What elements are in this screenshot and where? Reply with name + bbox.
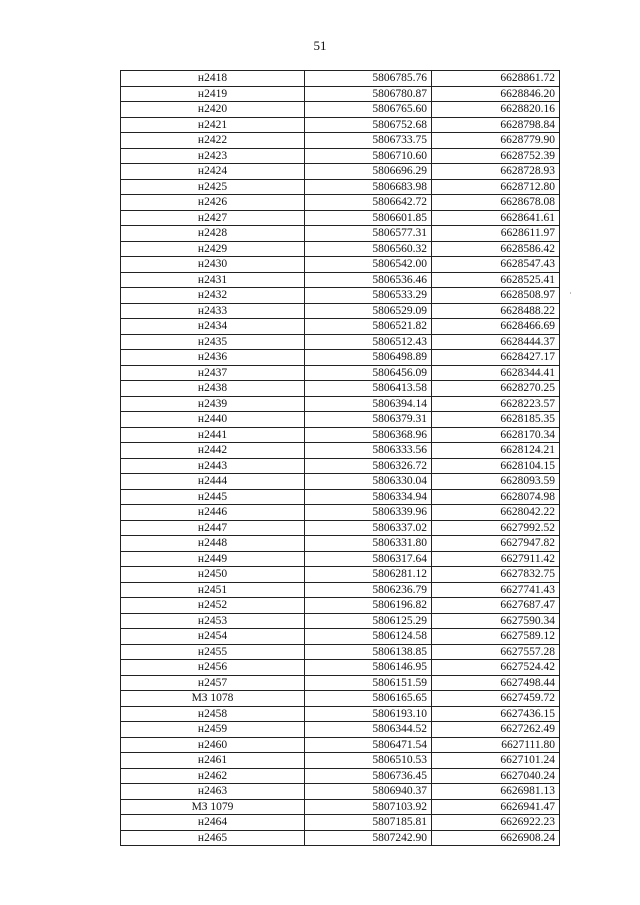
table-row: [121, 629, 560, 645]
y-coordinate-cell: 6628820.16: [432, 102, 560, 118]
point-id-cell: н2420: [121, 102, 305, 118]
table-row: [121, 365, 560, 381]
x-coordinate-cell: 5806330.04: [305, 474, 432, 490]
table-row: [121, 412, 560, 428]
y-coordinate-cell: 6628444.37: [432, 334, 560, 350]
y-coordinate-cell: 6628093.59: [432, 474, 560, 490]
table-row: [121, 474, 560, 490]
x-coordinate-cell: 5806413.58: [305, 381, 432, 397]
x-coordinate-cell: 5807185.81: [305, 815, 432, 831]
x-coordinate-cell: 5806521.82: [305, 319, 432, 335]
x-coordinate-cell: 5806510.53: [305, 753, 432, 769]
y-coordinate-cell: 6628547.43: [432, 257, 560, 273]
y-coordinate-cell: 6628586.42: [432, 241, 560, 257]
point-id-cell: н2465: [121, 830, 305, 846]
point-id-cell: н2451: [121, 582, 305, 598]
y-coordinate-cell: 6627589.12: [432, 629, 560, 645]
y-coordinate-cell: 6628641.61: [432, 210, 560, 226]
x-coordinate-cell: 5806577.31: [305, 226, 432, 242]
y-coordinate-cell: 6628728.93: [432, 164, 560, 180]
point-id-cell: н2464: [121, 815, 305, 831]
table-row: [121, 536, 560, 552]
x-coordinate-cell: 5806317.64: [305, 551, 432, 567]
point-id-cell: н2443: [121, 458, 305, 474]
table-row: [121, 319, 560, 335]
y-coordinate-cell: 6626922.23: [432, 815, 560, 831]
x-coordinate-cell: 5806533.29: [305, 288, 432, 304]
x-coordinate-cell: 5806281.12: [305, 567, 432, 583]
y-coordinate-cell: 6626908.24: [432, 830, 560, 846]
point-id-cell: н2454: [121, 629, 305, 645]
y-coordinate-cell: 6627947.82: [432, 536, 560, 552]
x-coordinate-cell: 5806560.32: [305, 241, 432, 257]
y-coordinate-cell: 6627911.42: [432, 551, 560, 567]
table-row: [121, 195, 560, 211]
table-row: [121, 334, 560, 350]
x-coordinate-cell: 5806151.59: [305, 675, 432, 691]
coordinates-table-container: [120, 70, 556, 846]
point-id-cell: н2448: [121, 536, 305, 552]
point-id-cell: н2447: [121, 520, 305, 536]
point-id-cell: н2430: [121, 257, 305, 273]
point-id-cell: н2419: [121, 86, 305, 102]
point-id-cell: н2421: [121, 117, 305, 133]
y-coordinate-cell: 6628508.97: [432, 288, 560, 304]
x-coordinate-cell: 5806940.37: [305, 784, 432, 800]
table-row: [121, 148, 560, 164]
table-row: [121, 644, 560, 660]
y-coordinate-cell: 6627262.49: [432, 722, 560, 738]
y-coordinate-cell: 6628678.08: [432, 195, 560, 211]
x-coordinate-cell: 5806331.80: [305, 536, 432, 552]
y-coordinate-cell: 6628611.97: [432, 226, 560, 242]
table-row: [121, 303, 560, 319]
y-coordinate-cell: 6628779.90: [432, 133, 560, 149]
x-coordinate-cell: 5806379.31: [305, 412, 432, 428]
table-row: [121, 396, 560, 412]
y-coordinate-cell: 6628798.84: [432, 117, 560, 133]
point-id-cell: н2433: [121, 303, 305, 319]
y-coordinate-cell: 6627832.75: [432, 567, 560, 583]
point-id-cell: н2449: [121, 551, 305, 567]
x-coordinate-cell: 5806736.45: [305, 768, 432, 784]
table-row: [121, 768, 560, 784]
y-coordinate-cell: 6627498.44: [432, 675, 560, 691]
x-coordinate-cell: 5806333.56: [305, 443, 432, 459]
x-coordinate-cell: 5806752.68: [305, 117, 432, 133]
y-coordinate-cell: 6628074.98: [432, 489, 560, 505]
point-id-cell: н2432: [121, 288, 305, 304]
table-row: [121, 288, 560, 304]
y-coordinate-cell: 6626981.13: [432, 784, 560, 800]
y-coordinate-cell: 6627436.15: [432, 706, 560, 722]
x-coordinate-cell: 5806536.46: [305, 272, 432, 288]
table-row: [121, 582, 560, 598]
point-id-cell: н2456: [121, 660, 305, 676]
table-row: [121, 164, 560, 180]
point-id-cell: н2438: [121, 381, 305, 397]
table-row: [121, 381, 560, 397]
point-id-cell: н2423: [121, 148, 305, 164]
table-row: [121, 102, 560, 118]
x-coordinate-cell: 5806125.29: [305, 613, 432, 629]
point-id-cell: МЗ 1078: [121, 691, 305, 707]
scan-mark: [570, 292, 571, 294]
x-coordinate-cell: 5806337.02: [305, 520, 432, 536]
table-row: [121, 784, 560, 800]
point-id-cell: н2460: [121, 737, 305, 753]
y-coordinate-cell: 6628344.41: [432, 365, 560, 381]
point-id-cell: н2426: [121, 195, 305, 211]
coordinates-table: [120, 70, 560, 846]
table-row: [121, 737, 560, 753]
x-coordinate-cell: 5806165.65: [305, 691, 432, 707]
x-coordinate-cell: 5806196.82: [305, 598, 432, 614]
point-id-cell: н2458: [121, 706, 305, 722]
table-row: [121, 598, 560, 614]
table-row: [121, 706, 560, 722]
x-coordinate-cell: 5806344.52: [305, 722, 432, 738]
y-coordinate-cell: 6628488.22: [432, 303, 560, 319]
y-coordinate-cell: 6628525.41: [432, 272, 560, 288]
y-coordinate-cell: 6628846.20: [432, 86, 560, 102]
x-coordinate-cell: 5806601.85: [305, 210, 432, 226]
table-row: [121, 691, 560, 707]
point-id-cell: н2453: [121, 613, 305, 629]
table-row: [121, 830, 560, 846]
point-id-cell: н2450: [121, 567, 305, 583]
y-coordinate-cell: 6627741.43: [432, 582, 560, 598]
table-row: [121, 86, 560, 102]
x-coordinate-cell: 5806394.14: [305, 396, 432, 412]
point-id-cell: н2422: [121, 133, 305, 149]
point-id-cell: н2445: [121, 489, 305, 505]
point-id-cell: н2461: [121, 753, 305, 769]
x-coordinate-cell: 5806529.09: [305, 303, 432, 319]
point-id-cell: н2428: [121, 226, 305, 242]
y-coordinate-cell: 6628712.80: [432, 179, 560, 195]
point-id-cell: н2444: [121, 474, 305, 490]
table-row: [121, 257, 560, 273]
table-row: [121, 458, 560, 474]
table-row: [121, 675, 560, 691]
y-coordinate-cell: 6627590.34: [432, 613, 560, 629]
y-coordinate-cell: 6628223.57: [432, 396, 560, 412]
table-row: [121, 443, 560, 459]
point-id-cell: н2435: [121, 334, 305, 350]
y-coordinate-cell: 6628861.72: [432, 71, 560, 87]
table-row: [121, 613, 560, 629]
table-row: [121, 272, 560, 288]
x-coordinate-cell: 5806710.60: [305, 148, 432, 164]
point-id-cell: МЗ 1079: [121, 799, 305, 815]
x-coordinate-cell: 5807242.90: [305, 830, 432, 846]
table-row: [121, 179, 560, 195]
point-id-cell: н2424: [121, 164, 305, 180]
x-coordinate-cell: 5807103.92: [305, 799, 432, 815]
y-coordinate-cell: 6627101.24: [432, 753, 560, 769]
point-id-cell: н2463: [121, 784, 305, 800]
y-coordinate-cell: 6628185.35: [432, 412, 560, 428]
x-coordinate-cell: 5806138.85: [305, 644, 432, 660]
point-id-cell: н2429: [121, 241, 305, 257]
x-coordinate-cell: 5806334.94: [305, 489, 432, 505]
table-row: [121, 753, 560, 769]
y-coordinate-cell: 6627687.47: [432, 598, 560, 614]
x-coordinate-cell: 5806326.72: [305, 458, 432, 474]
page-number: 51: [313, 38, 327, 53]
point-id-cell: н2459: [121, 722, 305, 738]
x-coordinate-cell: 5806683.98: [305, 179, 432, 195]
table-row: [121, 551, 560, 567]
x-coordinate-cell: 5806785.76: [305, 71, 432, 87]
table-row: [121, 660, 560, 676]
x-coordinate-cell: 5806542.00: [305, 257, 432, 273]
table-row: [121, 520, 560, 536]
table-row: [121, 567, 560, 583]
x-coordinate-cell: 5806696.29: [305, 164, 432, 180]
point-id-cell: н2436: [121, 350, 305, 366]
table-row: [121, 722, 560, 738]
y-coordinate-cell: 6628427.17: [432, 350, 560, 366]
x-coordinate-cell: 5806780.87: [305, 86, 432, 102]
point-id-cell: н2427: [121, 210, 305, 226]
y-coordinate-cell: 6628042.22: [432, 505, 560, 521]
point-id-cell: н2431: [121, 272, 305, 288]
point-id-cell: н2425: [121, 179, 305, 195]
y-coordinate-cell: 6627040.24: [432, 768, 560, 784]
point-id-cell: н2457: [121, 675, 305, 691]
y-coordinate-cell: 6626941.47: [432, 799, 560, 815]
table-row: [121, 71, 560, 87]
x-coordinate-cell: 5806456.09: [305, 365, 432, 381]
x-coordinate-cell: 5806236.79: [305, 582, 432, 598]
table-row: [121, 489, 560, 505]
x-coordinate-cell: 5806642.72: [305, 195, 432, 211]
table-row: [121, 815, 560, 831]
x-coordinate-cell: 5806124.58: [305, 629, 432, 645]
point-id-cell: н2439: [121, 396, 305, 412]
x-coordinate-cell: 5806339.96: [305, 505, 432, 521]
point-id-cell: н2442: [121, 443, 305, 459]
table-row: [121, 427, 560, 443]
table-row: [121, 241, 560, 257]
y-coordinate-cell: 6628170.34: [432, 427, 560, 443]
y-coordinate-cell: 6628124.21: [432, 443, 560, 459]
table-row: [121, 505, 560, 521]
table-row: [121, 133, 560, 149]
table-row: [121, 226, 560, 242]
point-id-cell: н2455: [121, 644, 305, 660]
x-coordinate-cell: 5806193.10: [305, 706, 432, 722]
y-coordinate-cell: 6628466.69: [432, 319, 560, 335]
point-id-cell: н2452: [121, 598, 305, 614]
x-coordinate-cell: 5806368.96: [305, 427, 432, 443]
point-id-cell: н2418: [121, 71, 305, 87]
x-coordinate-cell: 5806146.95: [305, 660, 432, 676]
table-row: [121, 799, 560, 815]
y-coordinate-cell: 6627992.52: [432, 520, 560, 536]
y-coordinate-cell: 6628752.39: [432, 148, 560, 164]
x-coordinate-cell: 5806471.54: [305, 737, 432, 753]
table-row: [121, 117, 560, 133]
point-id-cell: н2434: [121, 319, 305, 335]
x-coordinate-cell: 5806498.89: [305, 350, 432, 366]
point-id-cell: н2440: [121, 412, 305, 428]
point-id-cell: н2437: [121, 365, 305, 381]
y-coordinate-cell: 6628270.25: [432, 381, 560, 397]
x-coordinate-cell: 5806733.75: [305, 133, 432, 149]
y-coordinate-cell: 6627557.28: [432, 644, 560, 660]
point-id-cell: н2446: [121, 505, 305, 521]
y-coordinate-cell: 6627111.80: [432, 737, 560, 753]
point-id-cell: н2441: [121, 427, 305, 443]
table-row: [121, 210, 560, 226]
y-coordinate-cell: 6628104.15: [432, 458, 560, 474]
coordinates-table-body: [121, 71, 560, 846]
x-coordinate-cell: 5806765.60: [305, 102, 432, 118]
y-coordinate-cell: 6627524.42: [432, 660, 560, 676]
y-coordinate-cell: 6627459.72: [432, 691, 560, 707]
table-row: [121, 350, 560, 366]
x-coordinate-cell: 5806512.43: [305, 334, 432, 350]
point-id-cell: н2462: [121, 768, 305, 784]
